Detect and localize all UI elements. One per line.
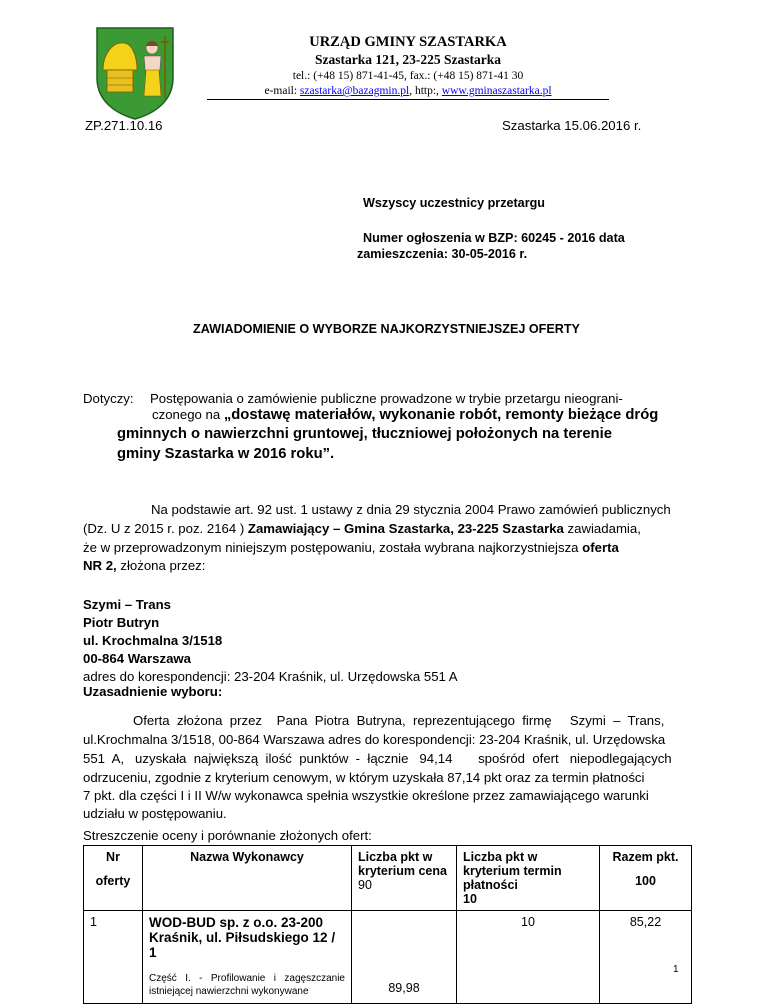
subject-line-1: Postępowania o zamówienie publiczne prowadzone w trybie przetargu nieograni- — [150, 391, 623, 406]
office-address: Szastarka 121, 23-225 Szastarka — [315, 52, 501, 67]
header-price-label: Liczba pkt w kryterium cena — [358, 850, 447, 878]
email-prefix: e-mail: — [264, 85, 298, 97]
header-total — [600, 846, 692, 911]
document-date: Szastarka 15.06.2016 r. — [502, 118, 642, 133]
justification-line-6: udziału w postępowaniu. — [83, 806, 227, 821]
body-line-3-pre: że w przeprowadzonym niniejszym postępowaniu, została wybrana najkorzystniejsza — [83, 540, 583, 555]
subject-line-2 — [152, 407, 658, 423]
header-total-max: 100 — [635, 874, 656, 888]
website-link[interactable]: www.gminaszastarka.pl — [441, 85, 552, 97]
bzp-line-2: zamieszczenia: 30-05-2016 r. — [357, 247, 528, 261]
header-contractor: Nazwa Wykonawcy — [143, 846, 352, 911]
row-contractor-line-1: WOD-BUD sp. z o.o. 23-200 — [149, 915, 324, 930]
body-line-4 — [83, 556, 205, 576]
body-line-2-pre: (Dz. U z 2015 r. poz. 2164 ) — [83, 521, 248, 536]
row-contractor-line-2: Kraśnik, ul. Piłsudskiego 12 / 1 — [149, 930, 336, 960]
body-line-4-post: złożona przez: — [116, 558, 206, 573]
offers-table-wrap — [83, 845, 692, 1004]
document-title: ZAWIADOMIENIE O WYBORZE NAJKORZYSTNIEJSZEJ OFERTY — [193, 322, 580, 336]
row-price-points: 89,98 — [352, 911, 457, 1004]
winner-person: Piotr Butryn — [83, 615, 160, 630]
body-line-3-bold: oferta — [582, 540, 619, 555]
contracting-authority: Zamawiający – Gmina Szastarka, 23-225 Szastarka — [247, 521, 564, 536]
row-contractor — [143, 911, 352, 1004]
row-part-label: Część I. - Profilowanie i zagęszczanie istniejącej nawierzchni wykonywane — [149, 973, 345, 997]
header-total-label: Razem pkt. — [612, 850, 679, 864]
reference-number: ZP.271.10.16 — [85, 118, 163, 133]
winning-offer-number: NR 2, — [83, 558, 117, 573]
table-header-row — [84, 846, 692, 911]
subject-line-2-pre: czonego na — [152, 407, 224, 422]
header-term — [457, 846, 600, 911]
header-price-max: 90 — [358, 878, 372, 892]
winner-correspondence: adres do korespondencji: 23-204 Kraśnik, ul. Urzędowska 551 A — [83, 669, 458, 684]
winner-city: 00-864 Warszawa — [83, 651, 192, 666]
justification-line-1: Oferta złożona przez Pana Piotra Butryna, reprezentującego firmę Szymi – Trans, — [133, 713, 665, 728]
gmina-crest-logo — [95, 26, 175, 120]
header-nr — [84, 846, 143, 911]
tender-name-part-3: gminy Szastarka w 2016 roku”. — [117, 446, 335, 462]
bzp-line-1: Numer ogłoszenia w BZP: 60245 - 2016 data — [363, 231, 625, 245]
header-divider — [207, 99, 609, 100]
body-line-2-post: zawiadamia, — [563, 521, 641, 536]
header-price — [352, 846, 457, 911]
recipients: Wszyscy uczestnicy przetargu — [363, 196, 545, 210]
subject-label: Dotyczy: — [83, 391, 134, 406]
justification-line-2: ul.Krochmalna 3/1518, 00-864 Warszawa adres do korespondencji: 23-204 Kraśnik, ul. Urzędowska — [83, 732, 666, 747]
tender-name-part-1: „dostawę materiałów, wykonanie robót, remonty bieżące dróg — [223, 407, 659, 423]
body-line-1: Na podstawie art. 92 ust. 1 ustawy z dnia 29 stycznia 2004 Prawo zamówień publicznych — [151, 502, 671, 517]
office-name: URZĄD GMINY SZASTARKA — [309, 34, 507, 50]
row-term-points: 10 — [457, 911, 600, 1004]
header-term-label: Liczba pkt w kryterium termin płatności — [463, 850, 562, 892]
summary-heading: Streszczenie oceny i porównanie złożonych ofert: — [83, 828, 372, 843]
office-phone: tel.: (+48 15) 871-41-45, fax.: (+48 15) 871-41 30 — [292, 70, 524, 82]
justification-line-3: 551 A, uzyskała największą ilość punktów - łącznie 94,14 spośród ofert niepodlegających — [83, 751, 672, 766]
winner-street: ul. Krochmalna 3/1518 — [83, 633, 223, 648]
justification-line-4: odrzuceniu, zgodnie z kryterium cenowym, w którym uzyskała 87,14 pkt oraz za termin płatności — [83, 770, 645, 785]
table-row — [84, 911, 692, 1004]
justification-heading: Uzasadnienie wyboru: — [83, 684, 223, 699]
winner-name: Szymi – Trans — [83, 597, 171, 612]
row-total: 85,22 — [600, 911, 692, 1004]
email-link[interactable]: szastarka@bazagmin.pl — [299, 85, 410, 97]
page-number: 1 — [673, 964, 679, 975]
body-line-3 — [83, 538, 619, 558]
http-prefix: , http:, — [409, 85, 439, 97]
tender-name-part-2: gminnych o nawierzchni gruntowej, tłuczniowej położonych na terenie — [117, 426, 612, 442]
header-nr-label: Nr — [106, 850, 120, 864]
header-term-max: 10 — [463, 892, 477, 906]
header-oferty-label: oferty — [95, 874, 131, 888]
office-contact-line — [207, 85, 609, 97]
body-line-2 — [83, 519, 641, 539]
justification-line-5: 7 pkt. dla części I i II W/w wykonawca spełnia wszystkie określone przez zamawiającego warunki — [83, 788, 649, 803]
row-nr: 1 — [84, 911, 143, 1004]
offers-table — [83, 845, 692, 1004]
